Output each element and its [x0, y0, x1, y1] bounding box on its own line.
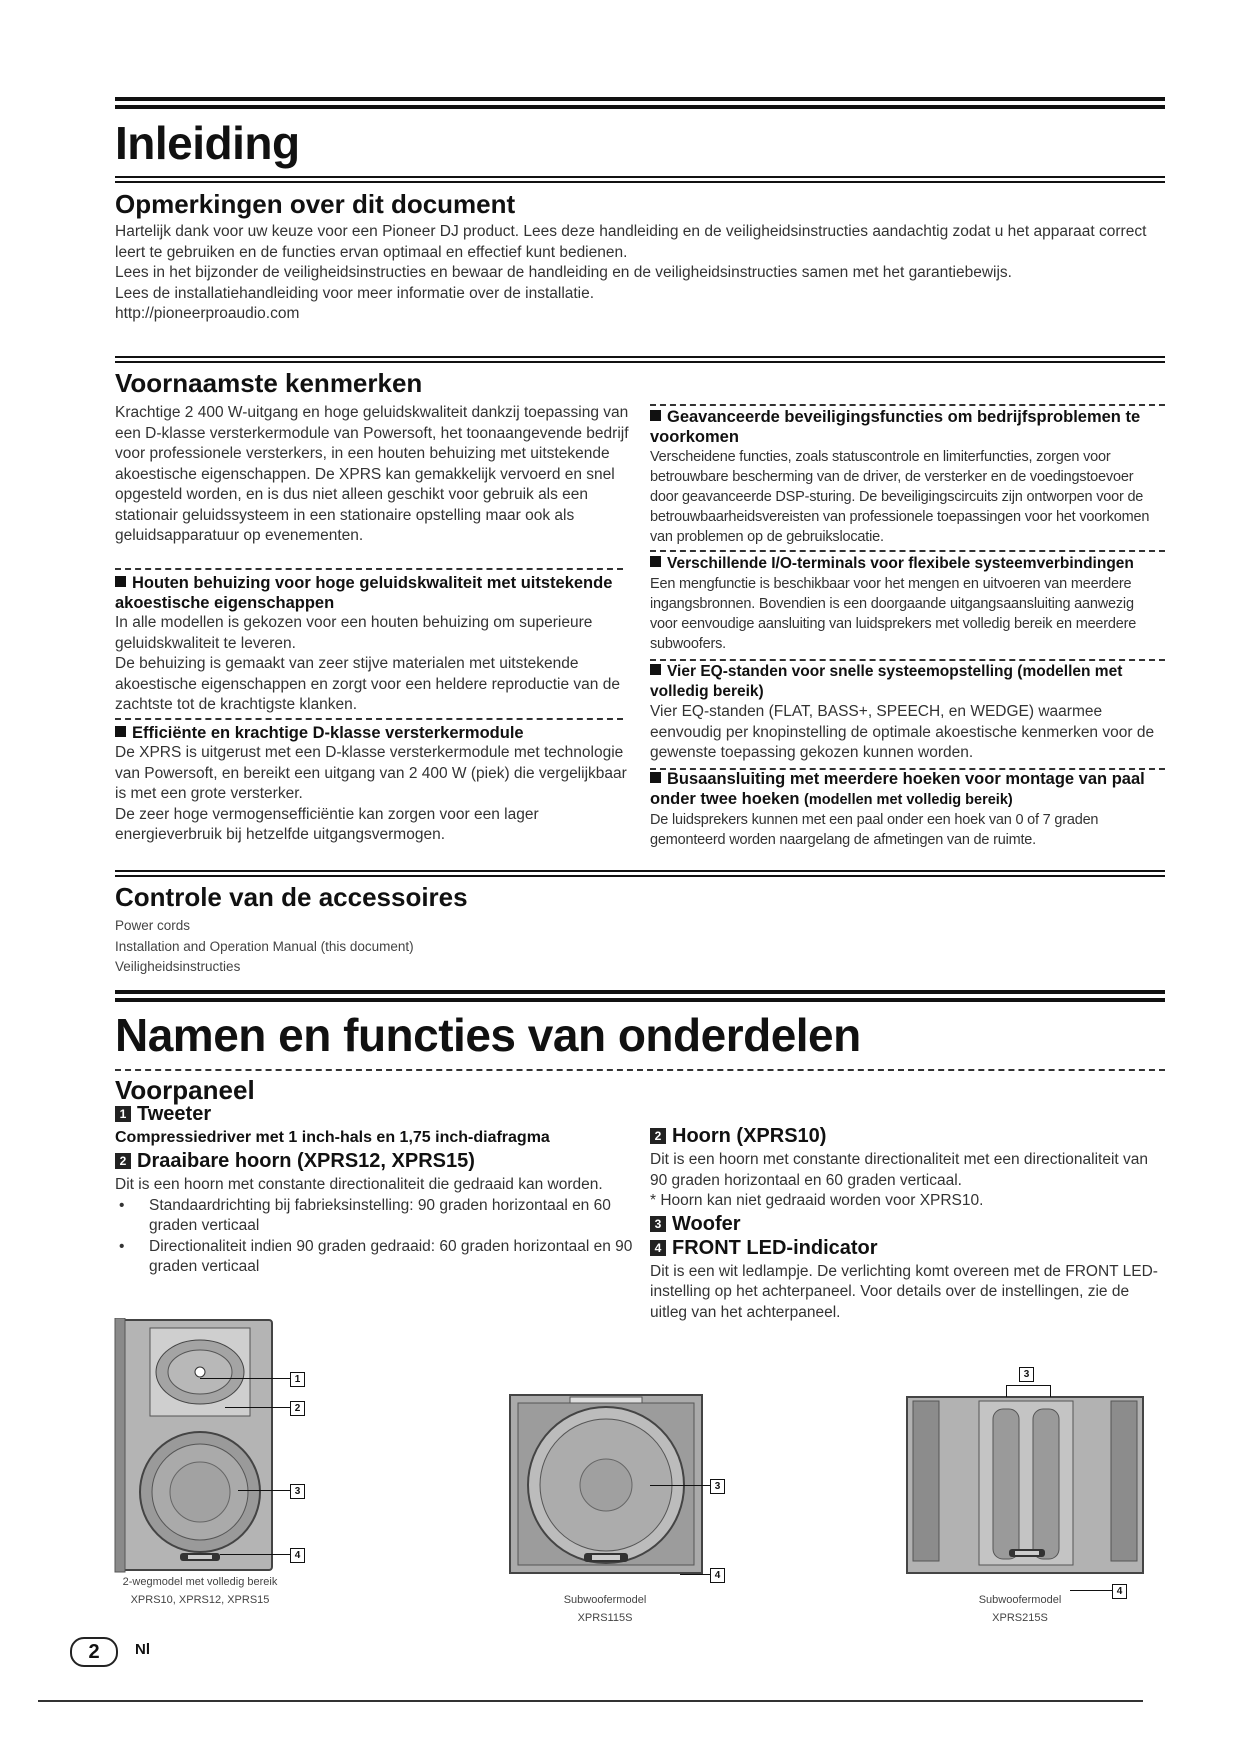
feature-io — [650, 554, 1165, 654]
section-heading: Opmerkingen over dit document — [115, 189, 516, 219]
callout-3: 3 — [1019, 1367, 1034, 1382]
part-text: Dit is een hoorn met constante directionaliteit die gedraaid kan worden. — [115, 1176, 603, 1193]
callout-3: 3 — [290, 1484, 305, 1499]
rule — [115, 870, 1165, 872]
rule — [115, 97, 1165, 101]
square-bullet-icon — [650, 664, 661, 675]
rule — [115, 356, 1165, 358]
feature-text: In alle modellen is gekozen voor een houten behuizing om superieure geluidskwaliteit te leveren. — [115, 614, 593, 652]
leader-line — [1070, 1590, 1112, 1591]
paragraph: Hartelijk dank voor uw keuze voor een Pioneer DJ product. Lees deze handleiding en de veiligheidsinstructies aandachtig zodat u het apparaat correct leert te gebruiken en de functies ervan optimaal en effectief kunt bedienen. — [115, 223, 1147, 261]
callout-4: 4 — [1112, 1584, 1127, 1599]
feature-title: Busaansluiting met meerdere hoeken voor montage van paal onder twee hoeken (modellen met volledig bereik) — [650, 770, 1145, 808]
accessories-list — [115, 916, 414, 978]
callout-2: 2 — [290, 1401, 305, 1416]
number-badge: 2 — [115, 1153, 131, 1169]
part-led: 4 FRONT LED-indicator — [650, 1236, 1165, 1260]
feature-amp — [115, 723, 630, 846]
square-bullet-icon — [650, 772, 661, 783]
page-number: 2 — [70, 1637, 118, 1667]
figure-caption: Subwoofermodel — [978, 1594, 1062, 1606]
paragraph: Lees in het bijzonder de veiligheidsinstructies en bewaar de handleiding en de veiligheidsinstructies samen met het garantiebewijs. — [115, 264, 1012, 281]
rule — [115, 105, 1165, 109]
part-woofer: 3 Woofer — [650, 1212, 1165, 1236]
feature-protection — [650, 407, 1165, 547]
feature-title: Efficiënte en krachtige D-klasse versterkermodule — [115, 723, 630, 743]
divider — [115, 718, 623, 720]
rule — [115, 176, 1165, 178]
part-note: * Hoorn kan niet gedraaid worden voor XPRS10. — [650, 1192, 984, 1209]
section-heading: Controle van de accessoires — [115, 882, 468, 912]
rule — [115, 361, 1165, 363]
feature-text: Vier EQ-standen (FLAT, BASS+, SPEECH, en WEDGE) waarmee eenvoudig per knopinstelling de optimale akoestische kenmerken voor de gewenste toepassing gekozen kunnen worden. — [650, 703, 1155, 761]
rule — [115, 875, 1165, 877]
callout-1: 1 — [290, 1372, 305, 1387]
leader-line — [225, 1407, 290, 1408]
square-bullet-icon — [115, 576, 126, 587]
feature-text: Een mengfunctie is beschikbaar voor het mengen en uitvoeren van meerdere ingangsbronnen. Bovendien is een doorgaande uitgangsaansluiting aanwezig voor eenvoudige aansluiting van luidsprekers met volledig bereik en meerdere subwoofers. — [650, 576, 1137, 652]
callout-4: 4 — [710, 1568, 725, 1583]
part-tweeter: 1 Tweeter — [115, 1102, 635, 1126]
part-subtitle: Compressiedriver met 1 inch-hals en 1,75 inch-diafragma — [115, 1129, 550, 1146]
divider — [115, 1069, 1165, 1071]
divider — [650, 659, 1165, 661]
number-badge: 4 — [650, 1240, 666, 1256]
feature-title: Geavanceerde beveiligingsfuncties om bedrijfsproblemen te voorkomen — [650, 408, 1141, 446]
section-heading: Voorpaneel — [115, 1075, 255, 1105]
feature-eq — [650, 662, 1165, 764]
leader-line — [680, 1574, 710, 1575]
list-item: • Standaardrichting bij fabrieksinstelling: 90 graden horizontaal en 60 graden verticaal — [115, 1196, 635, 1237]
parts-right — [650, 1124, 1165, 1323]
figure-caption: Subwoofermodel — [563, 1594, 647, 1606]
feature-text: De behuizing is gemaakt van zeer stijve materialen met uitstekende akoestische eigenschappen en zorgt voor een heldere reproductie van de zachtste tot de krachtigste klanken. — [115, 655, 620, 713]
leader-line — [220, 1554, 290, 1555]
rule — [115, 998, 1165, 1002]
divider — [115, 568, 623, 570]
language-code: Nl — [135, 1641, 150, 1658]
number-badge: 2 — [650, 1128, 666, 1144]
part-text: Dit is een hoorn met constante directionaliteit met een directionaliteit van 90 graden horizontaal en 60 graden verticaal. — [650, 1151, 1148, 1189]
footer-rule — [38, 1700, 1143, 1702]
feature-title: Houten behuizing voor hoge geluidskwaliteit met uitstekende akoestische eigenschappen — [115, 574, 613, 612]
feature-title: Verschillende I/O-terminals voor flexibele systeemverbindingen — [650, 554, 1165, 574]
figure-models: XPRS115S — [577, 1612, 633, 1624]
feature-text: De zeer hoge vermogensefficiëntie kan zorgen voor een lager energieverbruik bij hetzelfde uitgangsvermogen. — [115, 805, 539, 843]
leader-line — [1006, 1385, 1050, 1386]
speaker-xprs115s-illustration — [508, 1393, 704, 1575]
rule — [115, 990, 1165, 994]
divider — [650, 404, 1165, 406]
square-bullet-icon — [115, 726, 126, 737]
number-badge: 1 — [115, 1106, 131, 1122]
rule — [115, 181, 1165, 183]
features-intro: Krachtige 2 400 W-uitgang en hoge geluidskwaliteit dankzij toepassing van een D-klasse versterkermodule van Powersoft, het toonaangevende bedrijf voor professionele versterkers, in een houten behuizing met uitstekende akoestische eigenschappen. De XPRS kan gemakkelijk vervoerd en snel opgesteld worden, en is dus niet alleen geschikt voor gebruik als een stationair geluidssysteem in een stationaire opstelling maar ook als geluidsapparatuur op evenementen. — [115, 404, 629, 544]
leader-line — [650, 1485, 710, 1486]
speaker-xprs-2way-illustration — [110, 1318, 300, 1574]
square-bullet-icon — [650, 410, 661, 421]
part-horn-xprs10: 2 Hoorn (XPRS10) — [650, 1124, 1165, 1148]
speaker-xprs215s-illustration — [905, 1395, 1145, 1575]
parts-left — [115, 1102, 635, 1278]
number-badge: 3 — [650, 1216, 666, 1232]
figure-models: XPRS10, XPRS12, XPRS15 — [130, 1594, 270, 1606]
part-horn-rotatable: 2 Draaibare hoorn (XPRS12, XPRS15) — [115, 1149, 635, 1173]
feature-wood — [115, 573, 630, 716]
part-text: Dit is een wit ledlampje. De verlichting komt overeen met de FRONT LED-instelling op het achterpaneel. Voor details over de instellingen, zie de uitleg van het achterpaneel. — [650, 1262, 1158, 1321]
paragraph: Lees de installatiehandleiding voor meer informatie over de installatie. — [115, 284, 595, 302]
url-link[interactable]: http://pioneerproaudio.com — [115, 305, 300, 322]
part-bullets — [115, 1196, 635, 1278]
divider — [650, 550, 1165, 552]
list-item: Veiligheidsinstructies — [115, 959, 241, 974]
page-title: Inleiding — [115, 117, 300, 169]
leader-line — [238, 1490, 290, 1491]
feature-text: De luidsprekers kunnen met een paal onder een hoek van 0 of 7 graden gemonteerd worden naargelang de afmetingen van de ruimte. — [650, 812, 1099, 848]
figure-models: XPRS215S — [992, 1612, 1048, 1624]
notes-text — [115, 222, 1165, 325]
feature-pole — [650, 769, 1165, 850]
callout-3: 3 — [710, 1479, 725, 1494]
feature-text: Verscheidene functies, zoals statuscontrole en limiterfuncties, zorgen voor betrouwbare bescherming van de driver, de versterker en de voedingstoevoer door geavanceerde DSP-sturing. De beveiligingscircuits zijn ontworpen voor de betrouwbaarheidsvereisten van professionele toepassingen voor het voorkomen van problemen op de gebruikslocatie. — [650, 449, 1150, 545]
square-bullet-icon — [650, 556, 661, 567]
leader-line — [1050, 1385, 1051, 1397]
leader-line — [200, 1378, 290, 1379]
page-title: Namen en functies van onderdelen — [115, 1009, 861, 1061]
feature-text: De XPRS is uitgerust met een D-klasse versterkermodule met technologie van Powersoft, en bereikt een uitgang van 2 400 W (piek) die vergelijkbaar is met een grote versterker. — [115, 744, 627, 802]
list-item: Power cords — [115, 918, 191, 933]
callout-4: 4 — [290, 1548, 305, 1563]
leader-line — [1006, 1385, 1007, 1397]
section-heading: Voornaamste kenmerken — [115, 368, 423, 398]
figure-caption: 2-wegmodel met volledig bereik — [122, 1576, 278, 1588]
list-item: Installation and Operation Manual (this document) — [115, 938, 414, 954]
feature-title: Vier EQ-standen voor snelle systeemopstelling (modellen met volledig bereik) — [650, 663, 1123, 700]
list-item: • Directionaliteit indien 90 graden gedraaid: 60 graden horizontaal en 90 graden verticaal — [115, 1237, 635, 1278]
